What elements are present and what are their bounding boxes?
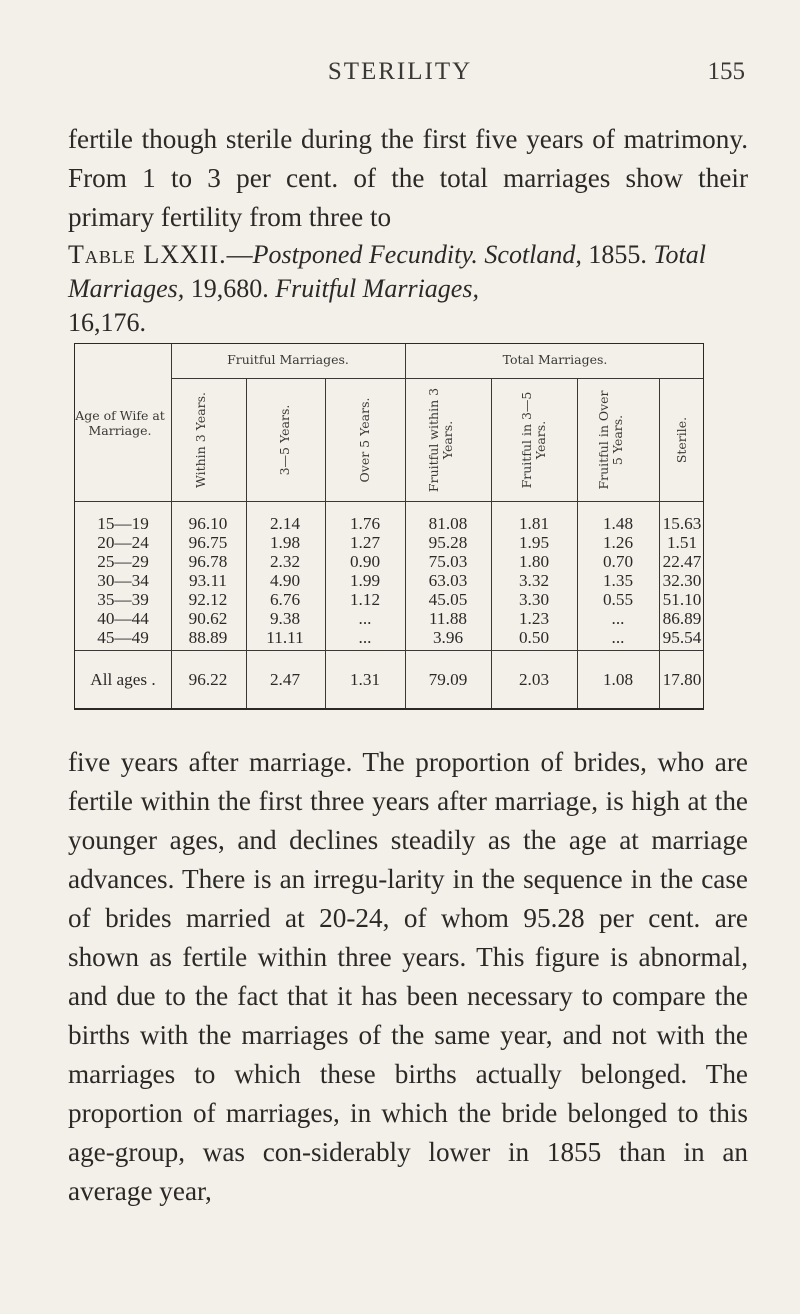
table-cell: 95.28 bbox=[428, 533, 468, 552]
total-cell: 96.22 bbox=[188, 670, 228, 689]
table-cell: 4.90 bbox=[269, 571, 301, 590]
data-table bbox=[74, 343, 704, 710]
table-cell: 3.96 bbox=[432, 628, 464, 647]
paragraph-bottom: five years after marriage. The proportion of brides, who are fertile within the first three years after marriage, is high at the younger ages, and declines steadily as the age at marriage advances. There is an irregu-larity in the sequence in the case of brides married at 20-24, of whom 95.28 per cent. are shown as fertile within three years. This figure is abnormal, and due to the fact that it has been necessary to compare the births with the marriages of the same year, and not with the marriages to which these births actually belonged. The proportion of marriages, in which the bride belonged to this age-group, was con-siderably lower in 1855 than in an average year, bbox=[68, 747, 748, 1206]
table-cell: 1.81 bbox=[518, 514, 550, 533]
table-cell: 92.12 bbox=[188, 590, 228, 609]
column-header: Fruitful in Over 5 Years. bbox=[596, 390, 625, 490]
caption-total-label: Total Marriages, bbox=[68, 240, 706, 303]
table-cell: 1.48 bbox=[602, 514, 634, 533]
table-cell: 6.76 bbox=[269, 590, 301, 609]
table-caption bbox=[68, 238, 748, 340]
caption-title: Postponed Fecundity. Scotland, bbox=[252, 240, 582, 269]
table-cell: ... bbox=[358, 628, 372, 647]
age-cell: 25—29 bbox=[97, 552, 149, 571]
group-header-total: Total Marriages. bbox=[502, 352, 608, 367]
table-cell: 3.32 bbox=[518, 571, 550, 590]
table-rule bbox=[405, 344, 406, 708]
column-header: Fruitful within 3 Years. bbox=[426, 387, 455, 493]
table-label: Table LXXII. bbox=[68, 240, 227, 269]
column-header: Fruitful in 3—5 Years. bbox=[519, 391, 548, 489]
column-header: Over 5 Years. bbox=[357, 397, 372, 483]
column-header: 3—5 Years. bbox=[277, 404, 292, 476]
table-cell: 96.78 bbox=[188, 552, 228, 571]
table-cell: 1.26 bbox=[602, 533, 634, 552]
table-cell: 2.14 bbox=[269, 514, 301, 533]
table-cell: 75.03 bbox=[428, 552, 468, 571]
total-cell: 2.03 bbox=[518, 670, 550, 689]
table-rule bbox=[75, 501, 703, 502]
table-cell: 45.05 bbox=[428, 590, 468, 609]
table-rule bbox=[171, 378, 703, 379]
caption-fruitful-label: Fruitful Marriages, bbox=[275, 274, 479, 303]
table-cell: 1.27 bbox=[349, 533, 381, 552]
table-cell: 96.75 bbox=[188, 533, 228, 552]
age-header: Age of Wife at Marriage. bbox=[75, 408, 165, 438]
table-cell: 96.10 bbox=[188, 514, 228, 533]
table-cell: 0.55 bbox=[602, 590, 634, 609]
running-title: STERILITY bbox=[327, 58, 473, 85]
table-cell: 1.35 bbox=[602, 571, 634, 590]
table-cell: 95.54 bbox=[662, 628, 702, 647]
age-cell: 15—19 bbox=[97, 514, 149, 533]
age-cell: 35—39 bbox=[97, 590, 149, 609]
table-cell: 63.03 bbox=[428, 571, 468, 590]
age-cell: 30—34 bbox=[97, 571, 149, 590]
total-cell: 79.09 bbox=[428, 670, 468, 689]
table-cell: 11.88 bbox=[428, 609, 468, 628]
table-cell: 93.11 bbox=[188, 571, 228, 590]
table-cell: 1.80 bbox=[518, 552, 550, 571]
total-row-label: All ages . bbox=[90, 670, 156, 689]
total-cell: 17.80 bbox=[662, 670, 702, 689]
table-cell: 0.70 bbox=[602, 552, 634, 571]
table-cell: 2.32 bbox=[269, 552, 301, 571]
age-cell: 40—44 bbox=[97, 609, 149, 628]
total-cell: 1.08 bbox=[602, 670, 634, 689]
total-cell: 1.31 bbox=[349, 670, 381, 689]
table-cell: ... bbox=[358, 609, 372, 628]
table-cell: 1.23 bbox=[518, 609, 550, 628]
page-header bbox=[0, 58, 800, 98]
age-cell: 45—49 bbox=[97, 628, 149, 647]
total-cell: 2.47 bbox=[269, 670, 301, 689]
table-cell: 32.30 bbox=[662, 571, 702, 590]
table-cell: 9.38 bbox=[269, 609, 301, 628]
table-cell: 1.98 bbox=[269, 533, 301, 552]
table-cell: 22.47 bbox=[662, 552, 702, 571]
group-header-fruitful: Fruitful Marriages. bbox=[227, 352, 349, 367]
table-cell: 11.11 bbox=[266, 628, 304, 647]
table-cell: 1.76 bbox=[349, 514, 381, 533]
table-cell: 90.62 bbox=[188, 609, 228, 628]
table-cell: 1.51 bbox=[666, 533, 698, 552]
table-cell: 3.30 bbox=[518, 590, 550, 609]
table-cell: ... bbox=[611, 609, 625, 628]
table-cell: 88.89 bbox=[188, 628, 228, 647]
table-cell: 1.95 bbox=[518, 533, 550, 552]
table-rule bbox=[75, 650, 703, 651]
page-number: 155 bbox=[707, 58, 745, 85]
paragraph-top: fertile though sterile during the first five years of matrimony. From 1 to 3 per cent. of the total marriages show their primary fertility from three to bbox=[68, 124, 748, 232]
column-header: Within 3 Years. bbox=[193, 391, 208, 489]
table-cell: 86.89 bbox=[662, 609, 702, 628]
caption-fruitful-value: 16,176. bbox=[68, 308, 146, 337]
table-cell: 81.08 bbox=[428, 514, 468, 533]
table-rule bbox=[491, 378, 492, 708]
caption-total-value: 19,680. bbox=[184, 274, 276, 303]
table-cell: 15.63 bbox=[662, 514, 702, 533]
table-cell: 1.12 bbox=[349, 590, 381, 609]
caption-dash: — bbox=[226, 240, 253, 269]
table-cell: 1.99 bbox=[349, 571, 381, 590]
age-cell: 20—24 bbox=[97, 533, 149, 552]
column-header: Sterile. bbox=[674, 416, 689, 464]
table-cell: ... bbox=[611, 628, 625, 647]
table-cell: 0.90 bbox=[349, 552, 381, 571]
caption-year: 1855. bbox=[581, 240, 654, 269]
table-cell: 51.10 bbox=[662, 590, 702, 609]
table-cell: 0.50 bbox=[518, 628, 550, 647]
